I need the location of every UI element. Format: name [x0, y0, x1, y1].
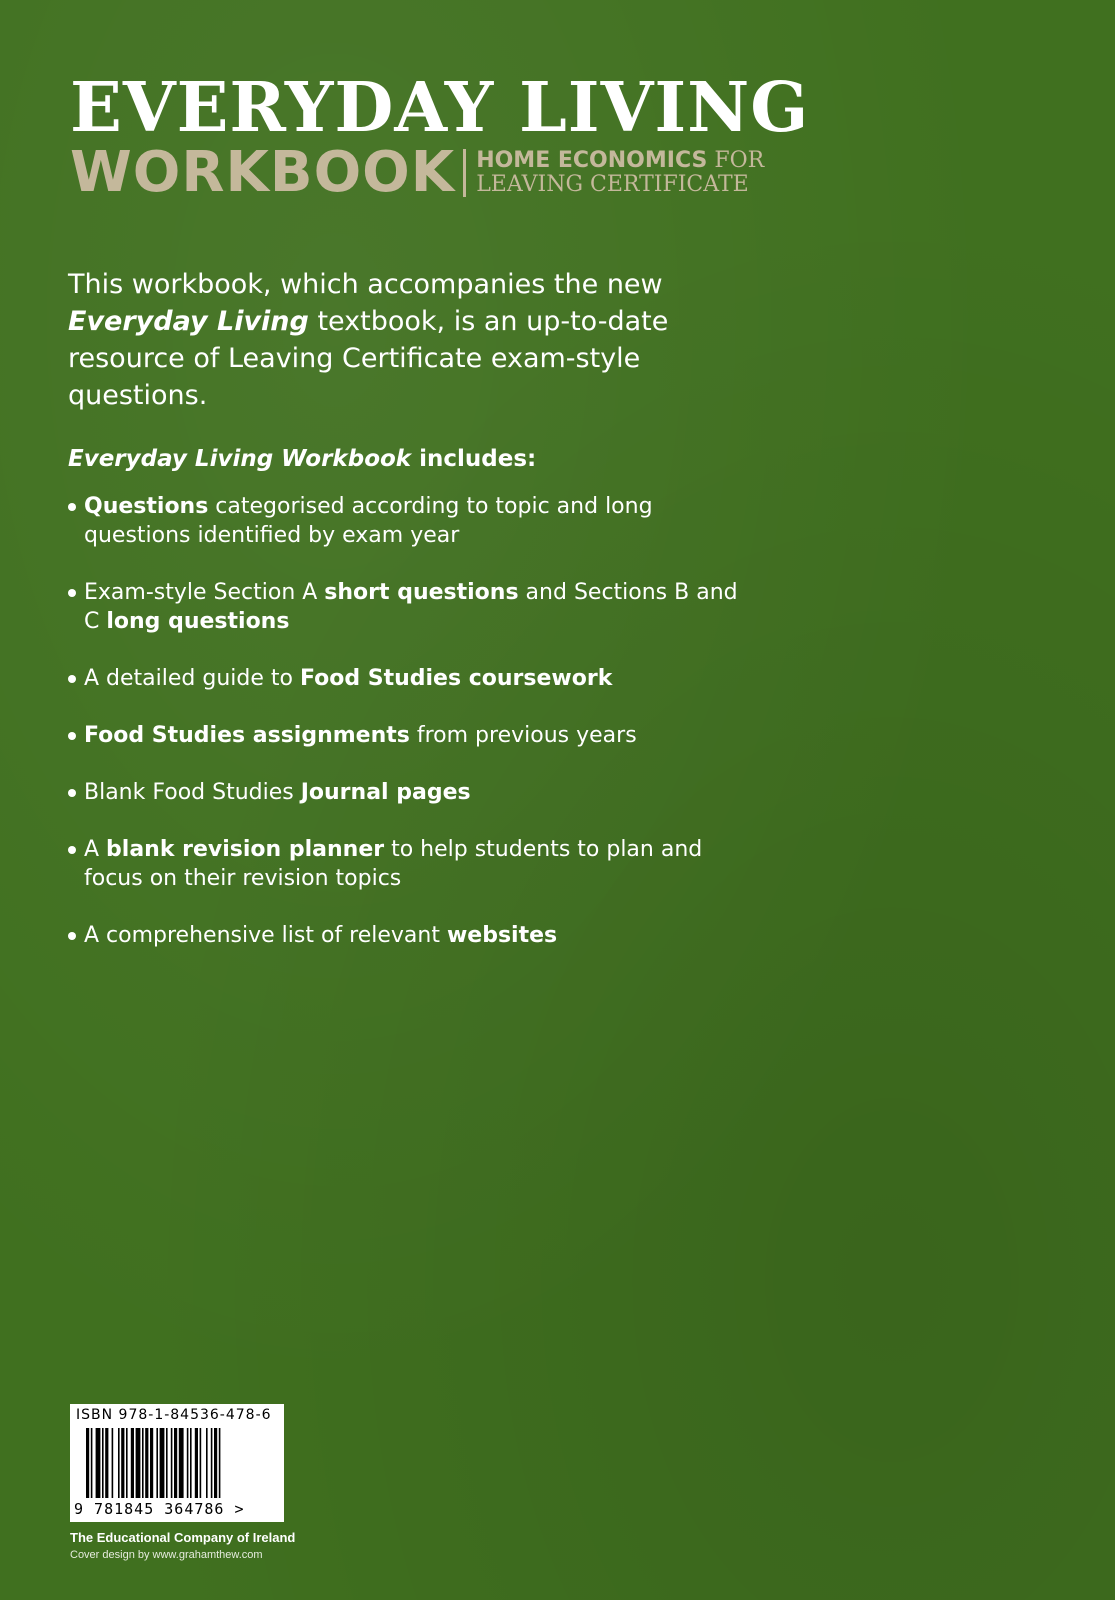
- divider-bar: [463, 149, 466, 197]
- isbn-barcode-panel: [70, 1404, 284, 1522]
- feature-item: [68, 835, 758, 893]
- intro-part-2: textbook, is an up-to-date resource of Leaving Certificate exam-style questions.: [68, 306, 669, 411]
- tagline: [476, 149, 764, 197]
- feature-item: [68, 664, 758, 693]
- feature-text: Blank Food Studies: [84, 780, 301, 805]
- intro-emphasis: Everyday Living: [68, 306, 309, 337]
- bullet-icon: [68, 932, 76, 940]
- feature-highlight: long questions: [106, 609, 290, 634]
- bullet-icon: [68, 503, 76, 511]
- tagline-line-1: [476, 149, 764, 173]
- feature-item: [68, 578, 758, 636]
- bullet-icon: [68, 589, 76, 597]
- feature-highlight: websites: [446, 923, 558, 948]
- feature-item: [68, 721, 758, 750]
- feature-item: [68, 921, 758, 950]
- isbn-label: ISBN 978-1-84536-478-6: [76, 1407, 272, 1423]
- feature-item: [68, 778, 758, 807]
- workbook-label: WORKBOOK: [70, 140, 456, 205]
- feature-text: to help students to plan and focus on their revision topics: [84, 837, 703, 891]
- feature-highlight: Journal pages: [300, 780, 471, 805]
- includes-heading: [68, 446, 536, 472]
- feature-text: categorised according to topic and long questions identified by exam year: [84, 494, 653, 548]
- feature-highlight: Questions: [84, 494, 209, 519]
- feature-highlight: Food Studies assignments: [84, 723, 410, 748]
- feature-highlight: Food Studies coursework: [299, 666, 613, 691]
- subtitle-row: [70, 140, 765, 205]
- bullet-icon: [68, 675, 76, 683]
- feature-text: A detailed guide to: [84, 666, 300, 691]
- feature-highlight: short questions: [324, 580, 519, 605]
- bullet-icon: [68, 789, 76, 797]
- publisher-name: The Educational Company of Ireland: [70, 1530, 296, 1545]
- cover-credit: Cover design by www.grahamthew.com: [70, 1549, 263, 1561]
- feature-text: Exam-style Section A: [84, 580, 325, 605]
- includes-heading-rest: includes:: [411, 446, 537, 472]
- feature-item: [68, 492, 758, 550]
- book-title: EVERYDAY LIVING: [70, 68, 810, 148]
- feature-text: A: [84, 837, 107, 862]
- feature-text: A comprehensive list of relevant: [84, 923, 447, 948]
- intro-paragraph: [68, 266, 728, 414]
- tagline-subject: HOME ECONOMICS: [476, 148, 708, 173]
- barcode-digits: 9 781845 364786 >: [74, 1500, 245, 1518]
- bullet-icon: [68, 846, 76, 854]
- tagline-for: FOR: [714, 148, 765, 173]
- intro-part-1: This workbook, which accompanies the new: [68, 269, 663, 300]
- feature-text: from previous years: [409, 723, 637, 748]
- feature-list: [68, 492, 758, 950]
- barcode: [86, 1428, 266, 1498]
- includes-heading-title: Everyday Living Workbook: [68, 446, 412, 472]
- tagline-line-2: LEAVING CERTIFICATE: [476, 172, 749, 197]
- bullet-icon: [68, 732, 76, 740]
- feature-highlight: blank revision planner: [106, 837, 385, 862]
- feature-text: and Sections B and C: [84, 580, 738, 634]
